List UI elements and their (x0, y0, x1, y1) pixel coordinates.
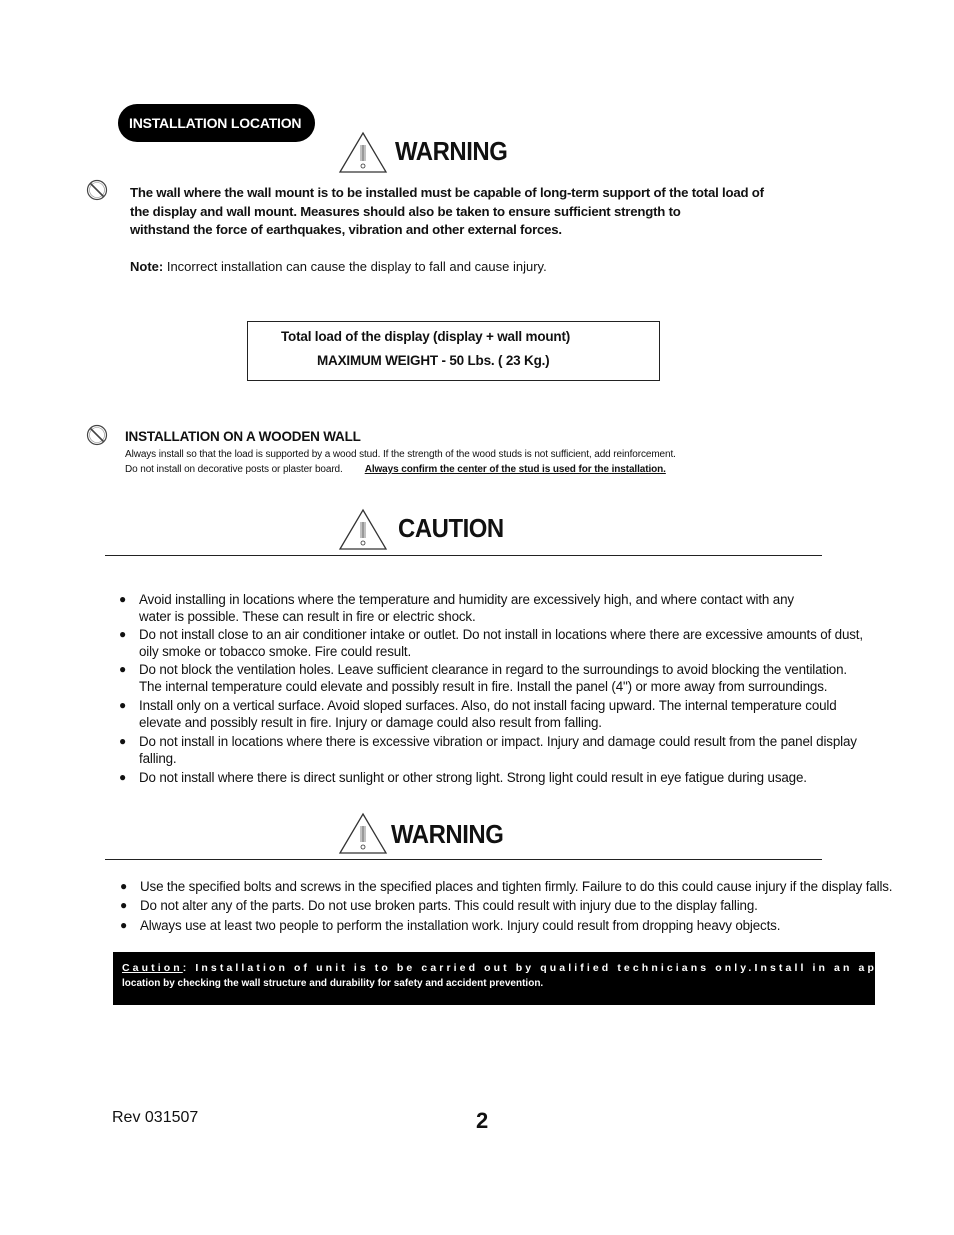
warning-triangle-icon (338, 508, 388, 552)
warning-1-text (130, 184, 764, 240)
max-weight-box (247, 321, 660, 381)
revision-label: Rev 031507 (112, 1109, 199, 1126)
warning-heading-1: WARNING (395, 136, 508, 166)
bullet-dot-icon: ● (119, 698, 127, 712)
wooden-wall-text (125, 447, 676, 477)
warning-heading-2: WARNING (391, 819, 504, 849)
list-item: ● Do not install close to an air conditioner intake or outlet. Do not install in locations where there are excessive amounts of dust, oily smoke or tobacco smoke. Fire could result. (119, 627, 863, 659)
section-label-installation-location: INSTALLATION LOCATION (118, 104, 315, 142)
warning-1-line: The wall where the wall mount is to be installed must be capable of long-term support of the total load of (130, 185, 764, 200)
stud-center-emphasis: Always confirm the center of the stud is used for the installation. (364, 464, 666, 475)
warning-1-line: withstand the force of earthquakes, vibration and other external forces. (130, 222, 562, 237)
wooden-wall-line-2: Do not install on decorative posts or plaster board. Always confirm the center of the stud is used for the installation. (125, 464, 666, 475)
bullet-dot-icon: ● (120, 898, 128, 912)
list-item: ● Install only on a vertical surface. Avoid sloped surfaces. Also, do not install facing upward. The internal temperature could elevate and possibly result in fire. Injury or damage could also result from falling. (119, 698, 837, 730)
caution-heading: CAUTION (398, 513, 504, 543)
warning-triangle-icon (338, 812, 388, 856)
bullet-dot-icon: ● (120, 879, 128, 893)
note (130, 259, 547, 274)
caution-bullets (119, 591, 863, 786)
caution-notice-line-1: Caution: Installation of unit is to be carried out by qualified technicians only.Install in an appropriate (122, 962, 951, 974)
caution-notice-bar (113, 952, 951, 1005)
list-item: ● Do not alter any of the parts. Do not use broken parts. This could result with injury due to the display falling. (120, 898, 758, 913)
list-item: ● Do not install in locations where there is excessive vibration or impact. Injury and damage could result from the panel display falling. (119, 734, 857, 766)
divider (105, 555, 822, 556)
page-number: 2 (476, 1108, 489, 1133)
bullet-dot-icon: ● (119, 662, 127, 676)
caution-notice-line-2: location by checking the wall structure and durability for safety and accident prevention. (122, 978, 544, 989)
note-text: Incorrect installation can cause the display to fall and cause injury. (166, 259, 547, 274)
wooden-wall-line-1: Always install so that the load is supported by a wood stud. If the strength of the wood studs is not sufficient, add reinforcement. (125, 449, 676, 460)
warning-2-bullets (120, 878, 893, 934)
list-item: ● Do not block the ventilation holes. Leave sufficient clearance in regard to the surroundings to avoid blocking the ventilation. The internal temperature could elevate and possibly result in fire. Install the panel (4") or more away from surroundings. (119, 662, 847, 694)
bullet-dot-icon: ● (119, 627, 127, 641)
list-item: ● Always use at least two people to perform the installation work. Injury could result from dropping heavy objects. (120, 918, 781, 933)
caution-notice-label: Caution (122, 962, 183, 974)
list-item: ● Avoid installing in locations where the temperature and humidity are excessively high, and where contact with any water is possible. These can result in fire or electric shock. (119, 592, 794, 624)
list-item: ● Use the specified bolts and screws in the specified places and tighten firmly. Failure to do this could cause injury if the display falls. (120, 879, 893, 894)
divider (105, 859, 822, 860)
bullet-dot-icon: ● (119, 770, 127, 784)
prohibition-icon (86, 179, 108, 201)
bullet-dot-icon: ● (119, 592, 127, 606)
list-item: ● Do not install where there is direct sunlight or other strong light. Strong light could result in eye fatigue during usage. (119, 770, 807, 785)
note-label: Note: (130, 259, 164, 274)
wooden-wall-heading: INSTALLATION ON A WOODEN WALL (125, 429, 361, 444)
max-weight-value: MAXIMUM WEIGHT - 50 Lbs. ( 23 Kg.) (317, 353, 550, 368)
total-load-label: Total load of the display (display + wall mount) (281, 329, 571, 344)
bullet-dot-icon: ● (119, 734, 127, 748)
prohibition-icon (86, 424, 108, 446)
warning-triangle-icon (338, 131, 388, 175)
warning-1-line: the display and wall mount. Measures should also be taken to ensure sufficient strength to (130, 203, 681, 219)
bullet-dot-icon: ● (120, 918, 128, 932)
